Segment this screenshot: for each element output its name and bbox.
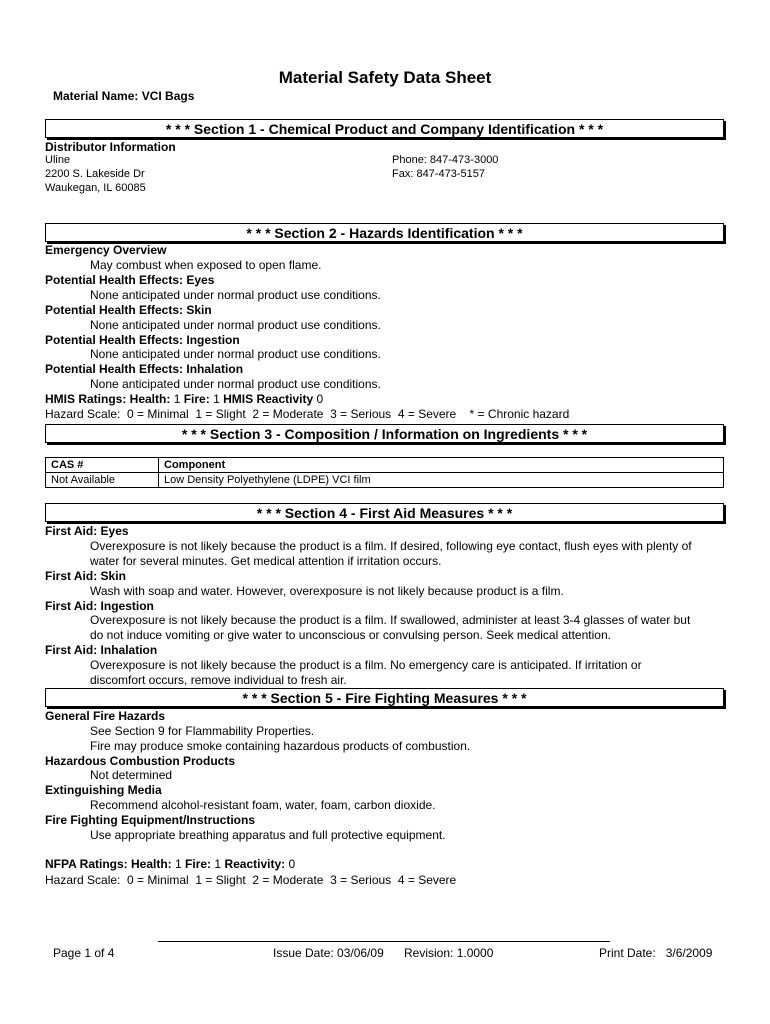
hmis-health-value: 1 xyxy=(173,392,181,406)
nfpa-ratings xyxy=(45,857,295,871)
print-date: Print Date: 3/6/2009 xyxy=(599,946,713,960)
first-aid-ingestion-line-1: Overexposure is not likely because the product is a film. If swallowed, administer at least 3-4 glasses of water but xyxy=(90,613,691,627)
first-aid-eyes-line-2: water for several minutes. Get medical attention if irritation occurs. xyxy=(90,554,442,568)
hmis-fire-value: 1 xyxy=(213,392,220,406)
table-header-row xyxy=(46,458,724,473)
address-line-2: Waukegan, IL 60085 xyxy=(45,182,146,194)
address-line-1: 2200 S. Lakeside Dr xyxy=(45,168,145,180)
company-name: Uline xyxy=(45,154,71,166)
hmis-health-label: HMIS Ratings: Health: xyxy=(45,392,171,406)
nfpa-reactivity-label: Reactivity: xyxy=(224,857,286,871)
section-2-heading: * * * Section 2 - Hazards Identification * * * xyxy=(45,223,724,242)
ingredients-table xyxy=(45,457,724,488)
issue-date: Issue Date: 03/06/09 xyxy=(273,946,384,960)
emergency-overview-label: Emergency Overview xyxy=(45,243,167,257)
nfpa-fire-label: Fire: xyxy=(185,857,212,871)
first-aid-inhalation-label: First Aid: Inhalation xyxy=(45,643,158,657)
health-skin-label: Potential Health Effects: Skin xyxy=(45,303,212,317)
general-fire-hazards-line-1: See Section 9 for Flammability Properties. xyxy=(90,724,315,738)
general-fire-hazards-label: General Fire Hazards xyxy=(45,709,166,723)
general-fire-hazards-line-2: Fire may produce smoke containing hazardous products of combustion. xyxy=(90,739,471,753)
distributor-label: Distributor Information xyxy=(45,140,176,154)
material-name: Material Name: VCI Bags xyxy=(53,89,195,103)
nfpa-reactivity-value: 0 xyxy=(288,857,296,871)
col-cas-header: CAS # xyxy=(46,458,159,473)
hmis-ratings xyxy=(45,392,323,406)
hmis-reactivity-label: HMIS Reactivity xyxy=(223,392,314,406)
section-3-heading: * * * Section 3 - Composition / Information on Ingredients * * * xyxy=(45,424,724,443)
section-1-heading: * * * Section 1 - Chemical Product and Company Identification * * * xyxy=(45,119,724,138)
first-aid-inhalation-line-2: discomfort occurs, remove individual to fresh air. xyxy=(90,673,347,687)
combustion-products-label: Hazardous Combustion Products xyxy=(45,754,236,768)
nfpa-health-value: 1 xyxy=(175,857,182,871)
emergency-overview-text: May combust when exposed to open flame. xyxy=(90,258,322,272)
fire-fighting-equipment-label: Fire Fighting Equipment/Instructions xyxy=(45,813,255,827)
first-aid-ingestion-line-2: do not induce vomiting or give water to unconscious or convulsing person. Seek medical attention. xyxy=(90,628,611,642)
first-aid-eyes-label: First Aid: Eyes xyxy=(45,524,129,538)
nfpa-fire-value: 1 xyxy=(214,857,222,871)
extinguishing-media-label: Extinguishing Media xyxy=(45,783,162,797)
phone-number: Phone: 847-473-3000 xyxy=(392,154,499,166)
health-eyes-label: Potential Health Effects: Eyes xyxy=(45,273,215,287)
footer-divider xyxy=(158,941,610,942)
cas-cell: Not Available xyxy=(46,473,159,488)
page-number: Page 1 of 4 xyxy=(53,946,115,960)
fire-fighting-equipment-text: Use appropriate breathing apparatus and full protective equipment. xyxy=(90,828,446,842)
health-ingestion-label: Potential Health Effects: Ingestion xyxy=(45,333,240,347)
health-skin-text: None anticipated under normal product use conditions. xyxy=(90,318,381,332)
hmis-reactivity-value: 0 xyxy=(316,392,324,406)
first-aid-eyes-line-1: Overexposure is not likely because the product is a film. If desired, following eye contact, flush eyes with plenty of xyxy=(90,539,692,553)
first-aid-inhalation-line-1: Overexposure is not likely because the product is a film. No emergency care is anticipated. If irritation or xyxy=(90,658,642,672)
first-aid-skin-label: First Aid: Skin xyxy=(45,569,126,583)
first-aid-skin-text: Wash with soap and water. However, overexposure is not likely because product is a film. xyxy=(90,584,564,598)
revision: Revision: 1.0000 xyxy=(404,946,494,960)
health-inhalation-text: None anticipated under normal product use conditions. xyxy=(90,377,381,391)
page-title: Material Safety Data Sheet xyxy=(278,68,492,87)
section-4-heading: * * * Section 4 - First Aid Measures * * * xyxy=(45,503,724,522)
health-ingestion-text: None anticipated under normal product use conditions. xyxy=(90,347,381,361)
nfpa-hazard-scale: Hazard Scale: 0 = Minimal 1 = Slight 2 = Moderate 3 = Serious 4 = Severe xyxy=(45,873,457,887)
table-row xyxy=(46,473,724,488)
component-cell: Low Density Polyethylene (LDPE) VCI film xyxy=(159,473,724,488)
combustion-products-text: Not determined xyxy=(90,768,173,782)
col-component-header: Component xyxy=(159,458,724,473)
nfpa-health-label: NFPA Ratings: Health: xyxy=(45,857,172,871)
extinguishing-media-text: Recommend alcohol-resistant foam, water, foam, carbon dioxide. xyxy=(90,798,436,812)
hmis-fire-label: Fire: xyxy=(183,392,210,406)
section-5-heading: * * * Section 5 - Fire Fighting Measures * * * xyxy=(45,688,724,707)
health-eyes-text: None anticipated under normal product use conditions. xyxy=(90,288,381,302)
health-inhalation-label: Potential Health Effects: Inhalation xyxy=(45,362,244,376)
fax-number: Fax: 847-473-5157 xyxy=(392,168,485,180)
hmis-hazard-scale: Hazard Scale: 0 = Minimal 1 = Slight 2 = Moderate 3 = Serious 4 = Severe * = Chronic hazard xyxy=(45,407,570,421)
first-aid-ingestion-label: First Aid: Ingestion xyxy=(45,599,154,613)
